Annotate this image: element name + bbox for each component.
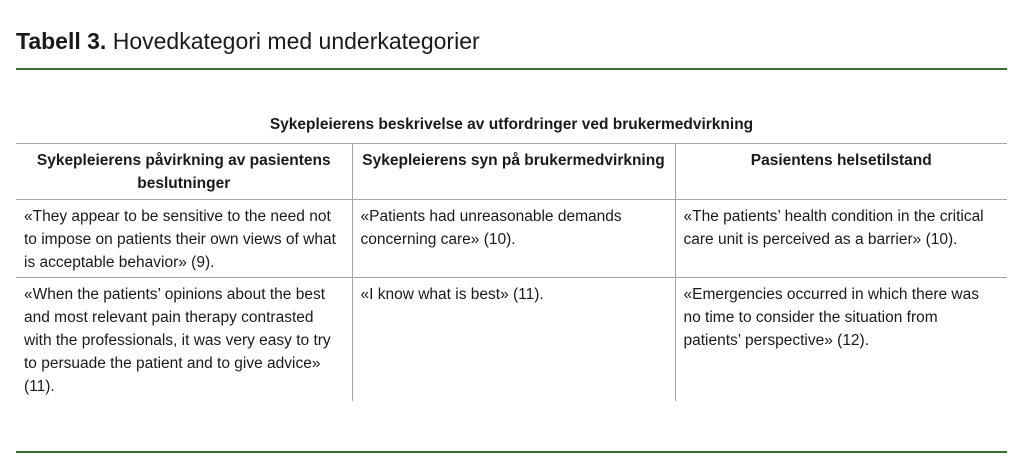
table-cell: «I know what is best» (11). — [352, 278, 675, 402]
bottom-divider — [16, 451, 1007, 453]
table-title: Sykepleierens beskrivelse av utfordringer ved brukermedvirkning — [269, 116, 754, 133]
header-cell: Pasientens helsetilstand — [675, 144, 1007, 200]
top-divider — [16, 68, 1007, 70]
table-cell: «Patients had unreasonable demands concerning care» (10). — [352, 200, 675, 278]
table-row — [16, 278, 1007, 402]
table-cell: «When the patients’ opinions about the best and most relevant pain therapy contrasted with the professionals, it was very easy to try to persuade the patient and to give advice» (11). — [16, 278, 352, 402]
table-row — [16, 200, 1007, 278]
caption-text: Hovedkategori med underkategorier — [112, 28, 480, 54]
header-cell: Sykepleierens påvirkning av pasientens beslutninger — [16, 144, 352, 200]
header-cell: Sykepleierens syn på brukermedvirkning — [352, 144, 675, 200]
table-cell: «The patients’ health condition in the critical care unit is perceived as a barrier» (10). — [675, 200, 1007, 278]
category-table — [16, 143, 1007, 401]
caption-label: Tabell 3. — [16, 28, 107, 54]
table-header-row — [16, 144, 1007, 200]
table-cell: «Emergencies occurred in which there was no time to consider the situation from patients’ perspective» (12). — [675, 278, 1007, 402]
table-cell: «They appear to be sensitive to the need not to impose on patients their own views of what is acceptable behavior» (9). — [16, 200, 352, 278]
table-caption — [16, 26, 480, 56]
